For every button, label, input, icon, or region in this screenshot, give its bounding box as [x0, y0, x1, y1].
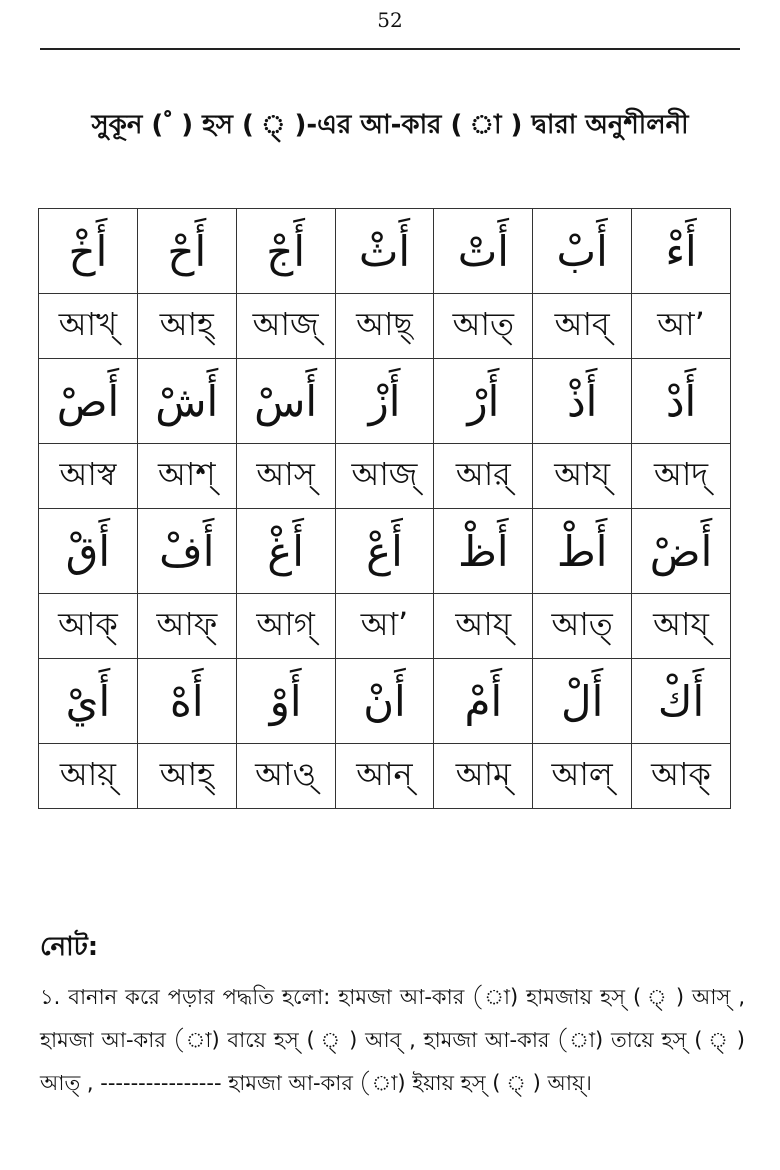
bengali-cell: আদ্	[632, 444, 731, 509]
arabic-cell: أَصْ	[39, 359, 138, 444]
page-title: সুকূন ( ْ ) হস ( ্ )-এর আ-কার ( া ) দ্বারা অনুশীলনী	[91, 110, 689, 140]
bengali-cell: আল্	[533, 744, 632, 809]
bengali-cell: আজ্	[335, 444, 434, 509]
arabic-cell: أَمْ	[434, 659, 533, 744]
bengali-cell: আহ্	[137, 744, 236, 809]
arabic-cell: أَجْ	[236, 209, 335, 294]
arabic-cell: أَشْ	[137, 359, 236, 444]
bengali-row	[39, 744, 731, 809]
note-body: ১. বানান করে পড়ার পদ্ধতি হলো: হামজা আ-কার (া) হামজায় হস্ ( ্ ) আস্ , হামজা আ-কার (া) বায়ে হস্ ( ্ ) আব্ , হামজা আ-কার (া) তায়ে হস্ ( ্ ) আত্ , ---------------- হামজা আ-কার (া) ইয়ায় হস্ ( ্ ) আয়্।	[40, 985, 745, 1095]
bengali-cell: আর্	[434, 444, 533, 509]
arabic-cell: أَيْ	[39, 659, 138, 744]
bengali-cell: আত্	[533, 594, 632, 659]
arabic-cell: أَقْ	[39, 509, 138, 594]
bengali-cell: আগ্	[236, 594, 335, 659]
arabic-cell: أَلْ	[533, 659, 632, 744]
bengali-cell: আশ্	[137, 444, 236, 509]
practice-grid-body	[39, 209, 731, 809]
arabic-cell: أَحْ	[137, 209, 236, 294]
bengali-cell: আয্	[434, 594, 533, 659]
arabic-cell: أَكْ	[632, 659, 731, 744]
arabic-cell: أَءْ	[632, 209, 731, 294]
bengali-cell: আস্ব	[39, 444, 138, 509]
arabic-row	[39, 509, 731, 594]
arabic-cell: أَزْ	[335, 359, 434, 444]
bengali-cell: আম্	[434, 744, 533, 809]
arabic-row	[39, 209, 731, 294]
arabic-cell: أَنْ	[335, 659, 434, 744]
bengali-cell: আক্	[632, 744, 731, 809]
bengali-row	[39, 444, 731, 509]
arabic-cell: أَثْ	[335, 209, 434, 294]
arabic-cell: أَسْ	[236, 359, 335, 444]
arabic-cell: أَعْ	[335, 509, 434, 594]
arabic-cell: أَغْ	[236, 509, 335, 594]
bengali-cell: আ’	[335, 594, 434, 659]
arabic-row	[39, 659, 731, 744]
arabic-cell: أَطْ	[533, 509, 632, 594]
bengali-cell: আব্	[533, 294, 632, 359]
header-rule	[40, 48, 740, 50]
arabic-cell: أَظْ	[434, 509, 533, 594]
bengali-cell: আ’	[632, 294, 731, 359]
arabic-cell: أَخْ	[39, 209, 138, 294]
bengali-cell: আন্	[335, 744, 434, 809]
bengali-cell: আয্	[533, 444, 632, 509]
arabic-cell: أَضْ	[632, 509, 731, 594]
bengali-cell: আফ্	[137, 594, 236, 659]
arabic-cell: أَذْ	[533, 359, 632, 444]
arabic-cell: أَدْ	[632, 359, 731, 444]
arabic-cell: أَوْ	[236, 659, 335, 744]
bengali-row	[39, 594, 731, 659]
bengali-cell: আত্	[434, 294, 533, 359]
bengali-cell: আখ্	[39, 294, 138, 359]
bengali-row	[39, 294, 731, 359]
bengali-cell: আয্	[632, 594, 731, 659]
bengali-cell: আও্	[236, 744, 335, 809]
bengali-cell: আহ্	[137, 294, 236, 359]
arabic-cell: أَرْ	[434, 359, 533, 444]
arabic-row	[39, 359, 731, 444]
arabic-cell: أَتْ	[434, 209, 533, 294]
bengali-cell: আস্	[236, 444, 335, 509]
arabic-cell: أَبْ	[533, 209, 632, 294]
bengali-cell: আজ্	[236, 294, 335, 359]
bengali-cell: আছ্	[335, 294, 434, 359]
note-heading: নোট:	[40, 932, 99, 962]
arabic-cell: أَهْ	[137, 659, 236, 744]
bengali-cell: আয়্	[39, 744, 138, 809]
page-number: 52	[377, 8, 403, 32]
practice-grid	[38, 208, 731, 809]
arabic-cell: أَفْ	[137, 509, 236, 594]
bengali-cell: আক্	[39, 594, 138, 659]
